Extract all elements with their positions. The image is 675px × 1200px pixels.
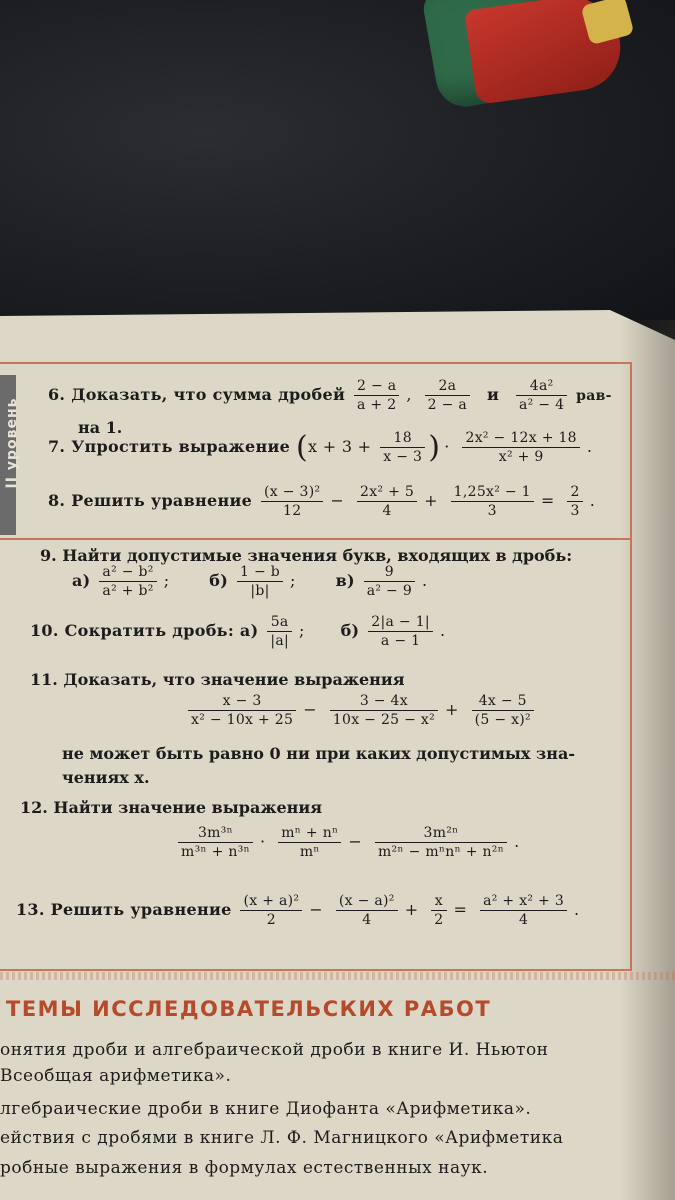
problem-11-line2: не может быть равно 0 ни при каких допустимых зна- [62, 744, 575, 763]
level-label: II уровень [4, 397, 20, 489]
problem-9 [40, 546, 572, 565]
hyphen-continuation: рав- [576, 388, 612, 404]
fraction: $\frac{2a}{2 - a}$ [425, 378, 470, 413]
problem-11 [30, 670, 405, 689]
problem-number: 10. [30, 621, 59, 640]
fraction: $\frac{\text{2x² − 12x + 18}}{\text{x² + 9}}$ [462, 430, 579, 465]
problem-8: 8. Решить уравнение $\frac{\text{(x − 3)²}}{12}$ − $\frac{\text{2x² + 5}}{4}$ + $\frac{\text{1,25x² − 1}}{3}$ = $\frac{2}{3}$ . [48, 484, 596, 519]
problem-text: Найти значение выражения [53, 798, 323, 817]
fraction: $\frac{\text{2x² + 5}}{4}$ [357, 484, 417, 519]
fraction: $\frac{\text{(x − a)²}}{4}$ [336, 893, 398, 928]
fraction: $\frac{\text{a² + x² + 3}}{4}$ [480, 893, 567, 928]
problem-11-line3: чениях x. [62, 768, 150, 787]
fraction: $\frac{2}{3}$ [567, 484, 582, 519]
problem-text: Сократить дробь: а) [64, 621, 259, 640]
fraction: $\frac{\text{4a²}}{\text{a² − 4}}$ [516, 378, 567, 413]
problem-text: Доказать, что значение выражения [63, 670, 405, 689]
fraction: $\frac{9}{\text{a² − 9}}$ [364, 564, 415, 599]
problem-number: 11. [30, 670, 58, 689]
problem-text: Решить уравнение [50, 900, 232, 919]
fraction: $\frac{\text{mⁿ + nⁿ}}{\text{mⁿ}}$ [278, 825, 341, 860]
research-topic-1: онятия дроби и алгебраической дроби в книге И. Ньютон [0, 1040, 549, 1060]
problem-12-expression: $\frac{\text{3m³ⁿ}}{\text{m³ⁿ + n³ⁿ}}$ · $\frac{\text{mⁿ + nⁿ}}{\text{mⁿ}}$ − $\frac{\text{3m²ⁿ}}{\text{m²ⁿ − mⁿnⁿ + n²ⁿ}}$ . [175, 825, 523, 860]
fraction: $\frac{18}{x - 3}$ [380, 430, 425, 465]
problem-number: 7. [48, 437, 66, 456]
option-label: в) [335, 571, 355, 590]
fraction: $\frac{2|a - 1|}{a - 1}$ [368, 614, 433, 649]
fraction: $\frac{3 - 4x}{\text{10x − 25 − x²}}$ [330, 693, 438, 728]
problem-9-options: а) $\frac{\text{a² − b²}}{\text{a² + b²}}$ ; б) $\frac{1 - b}{|b|}$ ; в) $\frac{9}{\text{a² − 9}}$ . [72, 564, 428, 599]
problem-12 [20, 798, 322, 817]
problem-number: 9. [40, 546, 57, 565]
research-topic-2: лгебраические дроби в книге Диофанта «Арифметика». [0, 1099, 532, 1119]
problem-text: Упростить выражение [71, 437, 291, 456]
problem-6: 6. Доказать, что сумма дробей $\frac{2 - a}{a + 2}$ , $\frac{2a}{2 - a}$ и $\frac{\text{4a²}}{\text{a² − 4}}$ рав- [48, 378, 612, 413]
problem-number: 12. [20, 798, 48, 817]
problem-number: 8. [48, 491, 66, 510]
problem-text: Доказать, что сумма дробей [71, 385, 346, 404]
problem-7: 7. Упростить выражение (x + 3 + $\frac{18}{x - 3}$ ) · $\frac{\text{2x² − 12x + 18}}{\text{x² + 9}}$ . [48, 430, 593, 465]
problem-13: 13. Решить уравнение $\frac{\text{(x + a)²}}{2}$ − $\frac{\text{(x − a)²}}{4}$ + $\frac{x}{2}$ = $\frac{\text{a² + x² + 3}}{4}$ . [16, 893, 580, 928]
problem-text: Решить уравнение [71, 491, 253, 510]
research-topic-4: робные выражения в формулах естественных наук. [0, 1158, 489, 1178]
fraction: $\frac{\text{(x + a)²}}{2}$ [240, 893, 302, 928]
fraction: $\frac{x}{2}$ [431, 893, 446, 928]
expression-part: x + 3 + [308, 437, 372, 456]
problem-10: 10. Сократить дробь: а) $\frac{5a}{|a|}$ ; б) $\frac{2|a - 1|}{a - 1}$ . [30, 614, 446, 649]
fraction: $\frac{\text{1,25x² − 1}}{3}$ [451, 484, 534, 519]
problem-11-expression: $\frac{x - 3}{\text{x² − 10x + 25}}$ − $\frac{3 - 4x}{\text{10x − 25 − x²}}$ + $\frac{4x - 5}{\text{(5 − x)²}}$ [185, 693, 537, 728]
problem-number: 13. [16, 900, 45, 919]
conjunction: и [486, 385, 500, 404]
fraction: $\frac{2 - a}{a + 2}$ [354, 378, 399, 413]
fraction: $\frac{\text{(x − 3)²}}{12}$ [261, 484, 323, 519]
research-topic-3: ействия с дробями в книге Л. Ф. Магницкого «Арифметика [0, 1128, 564, 1148]
problem-6-line2: на 1. [78, 418, 123, 437]
fraction: $\frac{\text{a² − b²}}{\text{a² + b²}}$ [99, 564, 156, 599]
section-title: ТЕМЫ ИССЛЕДОВАТЕЛЬСКИХ РАБОТ [6, 997, 492, 1021]
fraction: $\frac{x - 3}{\text{x² − 10x + 25}}$ [188, 693, 296, 728]
option-label: б) [340, 621, 360, 640]
option-label: б) [209, 571, 229, 590]
fraction: $\frac{5a}{|a|}$ [267, 614, 292, 649]
fraction: $\frac{\text{3m³ⁿ}}{\text{m³ⁿ + n³ⁿ}}$ [178, 825, 253, 860]
decorative-stripe [0, 972, 675, 980]
fraction: $\frac{4x - 5}{\text{(5 − x)²}}$ [472, 693, 534, 728]
level-divider [0, 538, 630, 540]
fraction: $\frac{1 - b}{|b|}$ [237, 564, 283, 599]
problem-text: Найти допустимые значения букв, входящих в дробь: [62, 546, 573, 565]
problem-number: 6. [48, 385, 66, 404]
fraction: $\frac{\text{3m²ⁿ}}{\text{m²ⁿ − mⁿnⁿ + n²ⁿ}}$ [375, 825, 507, 860]
research-topic-1-cont: Всеобщая арифметика». [0, 1066, 232, 1086]
option-label: а) [72, 571, 91, 590]
